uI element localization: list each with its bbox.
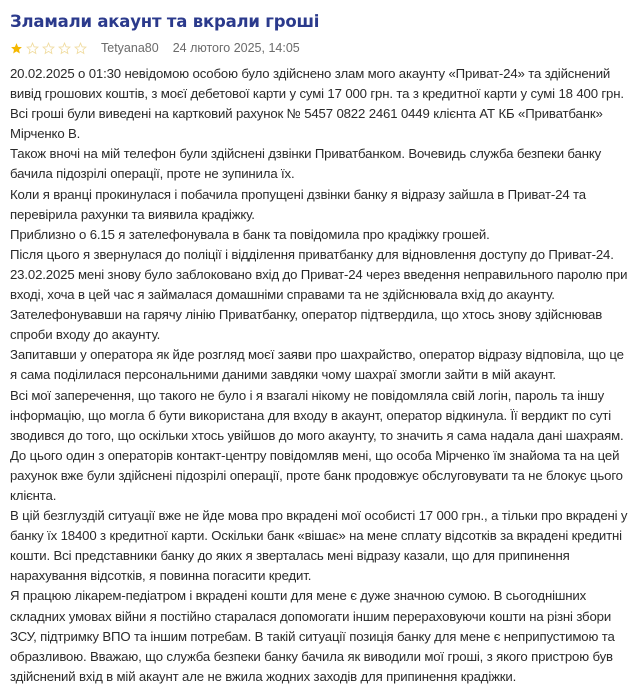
review-paragraph: Після цього я звернулася до поліції і відділення приватбанку для відновлення доступу до Приват-24. [10,246,614,262]
review-paragraph: Запитавши у оператора як йде розгляд моєї заяви про шахрайство, оператор відразу відповіла, що це я сама поділилася персональними даними завдяки чому шахраї змогли зайти в мій акаунт. [10,347,624,383]
star-rating [10,42,87,55]
review-paragraph: Зателефонувавши на гарячу лінію Приватбанку, оператор підтвердила, що хтось знову здійснював спроби входу до акаунту. [10,307,603,343]
review-body [10,64,629,687]
review-paragraph: 20.02.2025 о 01:30 невідомою особою було здійснено злам мого акаунту «Приват-24» та здійснений вивід грошових коштів, з моєї дебетової карти у сумі 17 000 грн. та з кредитної карти у сумі 18 400 грн. [10,66,624,102]
star-empty-icon [58,42,71,55]
review-paragraph: До цього один з операторів контакт-центру повідомляв мені, що особа Мірченко їм знайома та на цей рахунок вже були здійснені підозрілі операції, проте банк продовжує обслуговувати та не блокує цього клієнта. [10,447,623,503]
star-filled-icon [10,42,23,55]
review-meta [10,40,629,56]
review-paragraph: 23.02.2025 мені знову було заблоковано вхід до Приват-24 через введення неправильного паролю при вході, хоча в цей час я займалася домашніми справами та не здійснювала вхід до акаунту. [10,266,628,303]
review-paragraph: Також вночі на мій телефон були здійснені дзвінки Приватбанком. Вочевидь служба безпеки банку бачила підозрілі операції, проте не зупинила їх. [10,146,602,182]
review-title[interactable]: Зламали акаунт та вкрали гроші [10,12,320,31]
review-author[interactable]: Tetyana80 [101,41,159,55]
review-paragraph: В цій безглуздій ситуації вже не йде мова про вкрадені мої особисті 17 000 грн., а тільки про вкрадені у банку їх 18400 з кредитної карти. Оскільки банк «вішає» на мене сплату відсотків за вкрадені кредитні кошти. Всі представники банку до яких я зверталась мені відразу казали, що для припинення нарахування відсотків, я повинна погасити кредит. [10,508,628,584]
review-date: 24 лютого 2025, 14:05 [172,41,300,55]
star-empty-icon [26,42,39,55]
star-empty-icon [74,42,87,55]
review-paragraph: Я працюю лікарем-педіатром і вкрадені кошти для мене є дуже значною сумою. В сьогоднішних складних умовах війни я постійно старалася допомогати іншим перераховуючи кошти на різні збори ЗСУ, підтримку ВПО та іншим потребам. В такій ситуації позиція банку для мене є неприпустимою та образливою. Вважаю, що служба безпеки банку бачила як виводили мої гроші, з якого пристрою був здійснений вхід в мій акаунт але не вжила жодних заходів для припинення крадіжки. [10,588,615,684]
review-paragraph: Приблизно о 6.15 я зателефонувала в банк та повідомила про крадіжку грошей. [10,226,490,242]
star-empty-icon [42,42,55,55]
review-paragraph: Коли я вранці прокинулася і побачила пропущені дзвінки банку я відразу зайшла в Приват-24 та перевірила рахунки та виявила крадіжку. [10,186,586,222]
review-paragraph: Всі мої заперечення, що такого не було і я взагалі нікому не повідомляла свій логін, пароль та іншу інформацію, що могла б бути використана для входу в акаунт, оператор відкинула. Її вердикт по суті зводився до того, що оскільки хтось увійшов до мого акаунту, то значить я сама надала дані шахраям. [10,387,624,443]
review-paragraph: Всі гроші були виведені на картковий рахунок № 5457 0822 2461 0449 клієнта АТ КБ «Приватбанк» Мірченко В. [10,106,603,142]
